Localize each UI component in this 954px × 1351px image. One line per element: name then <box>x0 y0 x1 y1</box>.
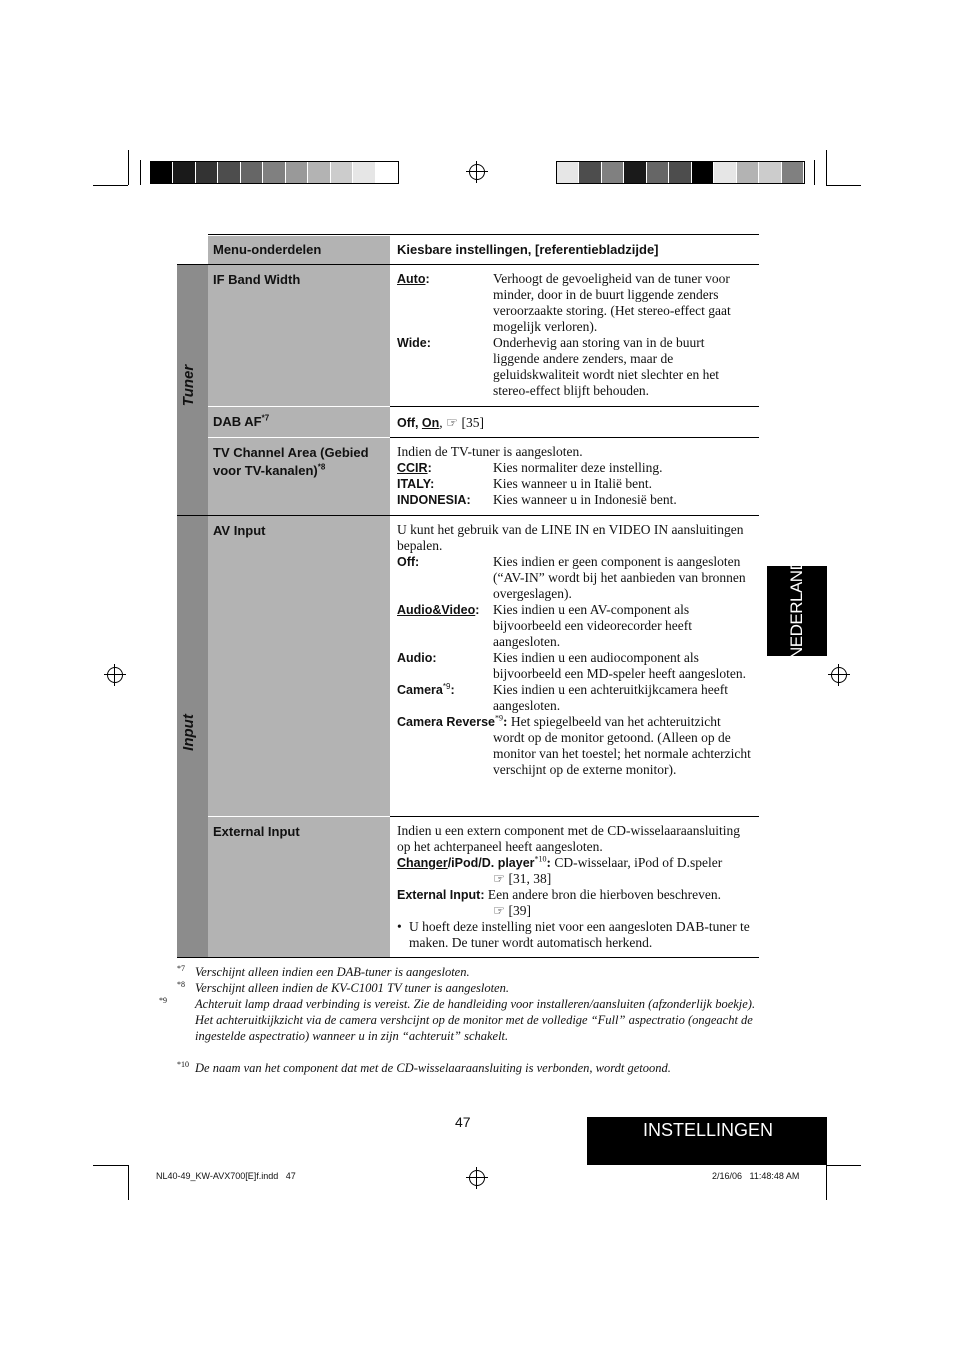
footnote-7: $^{*7}$ Verschijnt alleen indien een DAB-tuner is aangesloten. <box>177 963 470 979</box>
header-menu: Menu-onderdelen <box>208 236 390 264</box>
band-label-tuner: Tuner <box>180 364 198 407</box>
options-tv-channel-area: Indien de TV-tuner is aangesloten. CCIR: Kies normaliter deze instelling. ITALY: Kies wanneer u in Italië bent. INDONESIA: Kies wanneer u in Indonesië bent. <box>397 444 677 507</box>
options-av-input: U kunt het gebruik van de LINE IN en VIDEO IN aansluitingen bepalen. Off: Kies indien er geen component is aangesloten (“AV-IN” wordt bij het aanbieden van bronnen overgeslagen). Audio&Video: Kies indien u een AV-component als bijvoorbeeld een videorecorder heeft aangesloten. Audio: Kies indien u een audiocomponent als bijvoorbeeld een MD-speler heeft aangesloten. Camera$^{*9}$: Kies indien u een achteruitkijkcamera heeft aangesloten. Camera Reverse$^{*9}$: Het spiegelbeeld van het achteruitzicht wordt op de monitor getoond. (Alleen op de monitor van het toestel; het normale achterzicht verschijnt op de externe monitor). <box>397 522 751 777</box>
page-number: 47 <box>455 1114 471 1130</box>
options-external-input: Indien u een extern component met de CD-wisselaaraansluiting op het achterpaneel heeft aangesloten. Changer/iPod/D. player$^{*10}$: CD-wisselaar, iPod of D.speler ☞ [31, 38] External Input: Een andere bron die hierboven beschreven. ☞ [39] • U hoeft deze instelling niet voor een aangesloten DAB-tuner te maken. De tuner wordt automatisch herkend. <box>397 823 750 950</box>
color-swatch <box>218 162 240 183</box>
color-swatch <box>151 162 173 183</box>
language-tab-label: NEDERLANDS <box>787 547 806 659</box>
color-swatch <box>331 162 353 183</box>
color-swatch <box>737 162 759 183</box>
header-options: Kiesbare instellingen, [referentiebladzijde] <box>397 242 659 257</box>
registration-mark-left <box>107 667 123 683</box>
registration-mark-right <box>831 667 847 683</box>
color-swatch <box>692 162 714 183</box>
menu-tv-channel-area: TV Channel Area (Gebied voor TV-kanalen)$^{*8}$ <box>208 438 390 515</box>
color-swatch <box>241 162 263 183</box>
color-swatch <box>286 162 308 183</box>
color-swatch <box>263 162 285 183</box>
section-title: INSTELLINGEN <box>643 1120 774 1140</box>
menu-av-input: AV Input <box>208 516 390 816</box>
menu-external-input: External Input <box>208 817 390 957</box>
color-swatch <box>624 162 646 183</box>
color-swatch <box>647 162 669 183</box>
slug-date: 2/16/06 11:48:48 AM <box>712 1171 800 1181</box>
slug-filename: NL40-49_KW-AVX700[E]f.indd 47 <box>156 1171 296 1181</box>
color-bar-right <box>556 161 805 184</box>
footnote-10: $^{*10}$ De naam van het component dat met de CD-wisselaaraansluiting is verbonden, wordt getoond. <box>177 1059 671 1075</box>
options-if-band-width: Auto: Verhoogt de gevoeligheid van de tuner voor minder, door in de buurt liggende zenders veroorzaakte storing. (Het stereo-effect gaat mogelijk verloren). Wide: Onderhevig aan storing van in de buurt liggende andere zenders, maar de geluidskwaliteit wordt niet slechter en het stereo-effect blijft behouden. <box>397 271 731 398</box>
registration-mark-top <box>469 164 485 180</box>
color-swatch <box>782 162 804 183</box>
menu-if-band-width: IF Band Width <box>208 265 390 406</box>
color-swatch <box>602 162 624 183</box>
color-swatch <box>173 162 195 183</box>
band-input <box>177 516 208 957</box>
color-bar-left <box>150 161 399 184</box>
options-dab-af: Off, On, ☞ [35] <box>397 415 484 430</box>
footnote-9: $^{*9}$ Achteruit lamp draad verbinding is vereist. Zie de handleiding voor installeren/aansluiten (afzonderlijk boekje). Het achteruitkijkzicht via de camera vershcijnt op de monitor met de volledige “Full” aspectratio (ongeacht de ingestelde aspectratio) wanneer u in zijn “achteruit” schakelt. <box>159 995 756 1043</box>
registration-mark-bottom <box>469 1170 485 1186</box>
color-swatch <box>353 162 375 183</box>
section-title-box <box>587 1117 827 1165</box>
band-label-input: Input <box>179 714 197 751</box>
color-swatch <box>714 162 736 183</box>
color-swatch <box>669 162 691 183</box>
color-swatch <box>557 162 579 183</box>
language-tab <box>767 547 827 659</box>
color-swatch <box>196 162 218 183</box>
color-swatch <box>579 162 601 183</box>
menu-dab-af: DAB AF$^{*7}$ <box>208 407 390 437</box>
color-swatch <box>308 162 330 183</box>
footnote-8: $^{*8}$ Verschijnt alleen indien de KV-C1001 TV tuner is aangesloten. <box>177 979 509 995</box>
band-tuner <box>177 265 208 515</box>
color-swatch <box>759 162 781 183</box>
color-swatch <box>376 162 398 183</box>
